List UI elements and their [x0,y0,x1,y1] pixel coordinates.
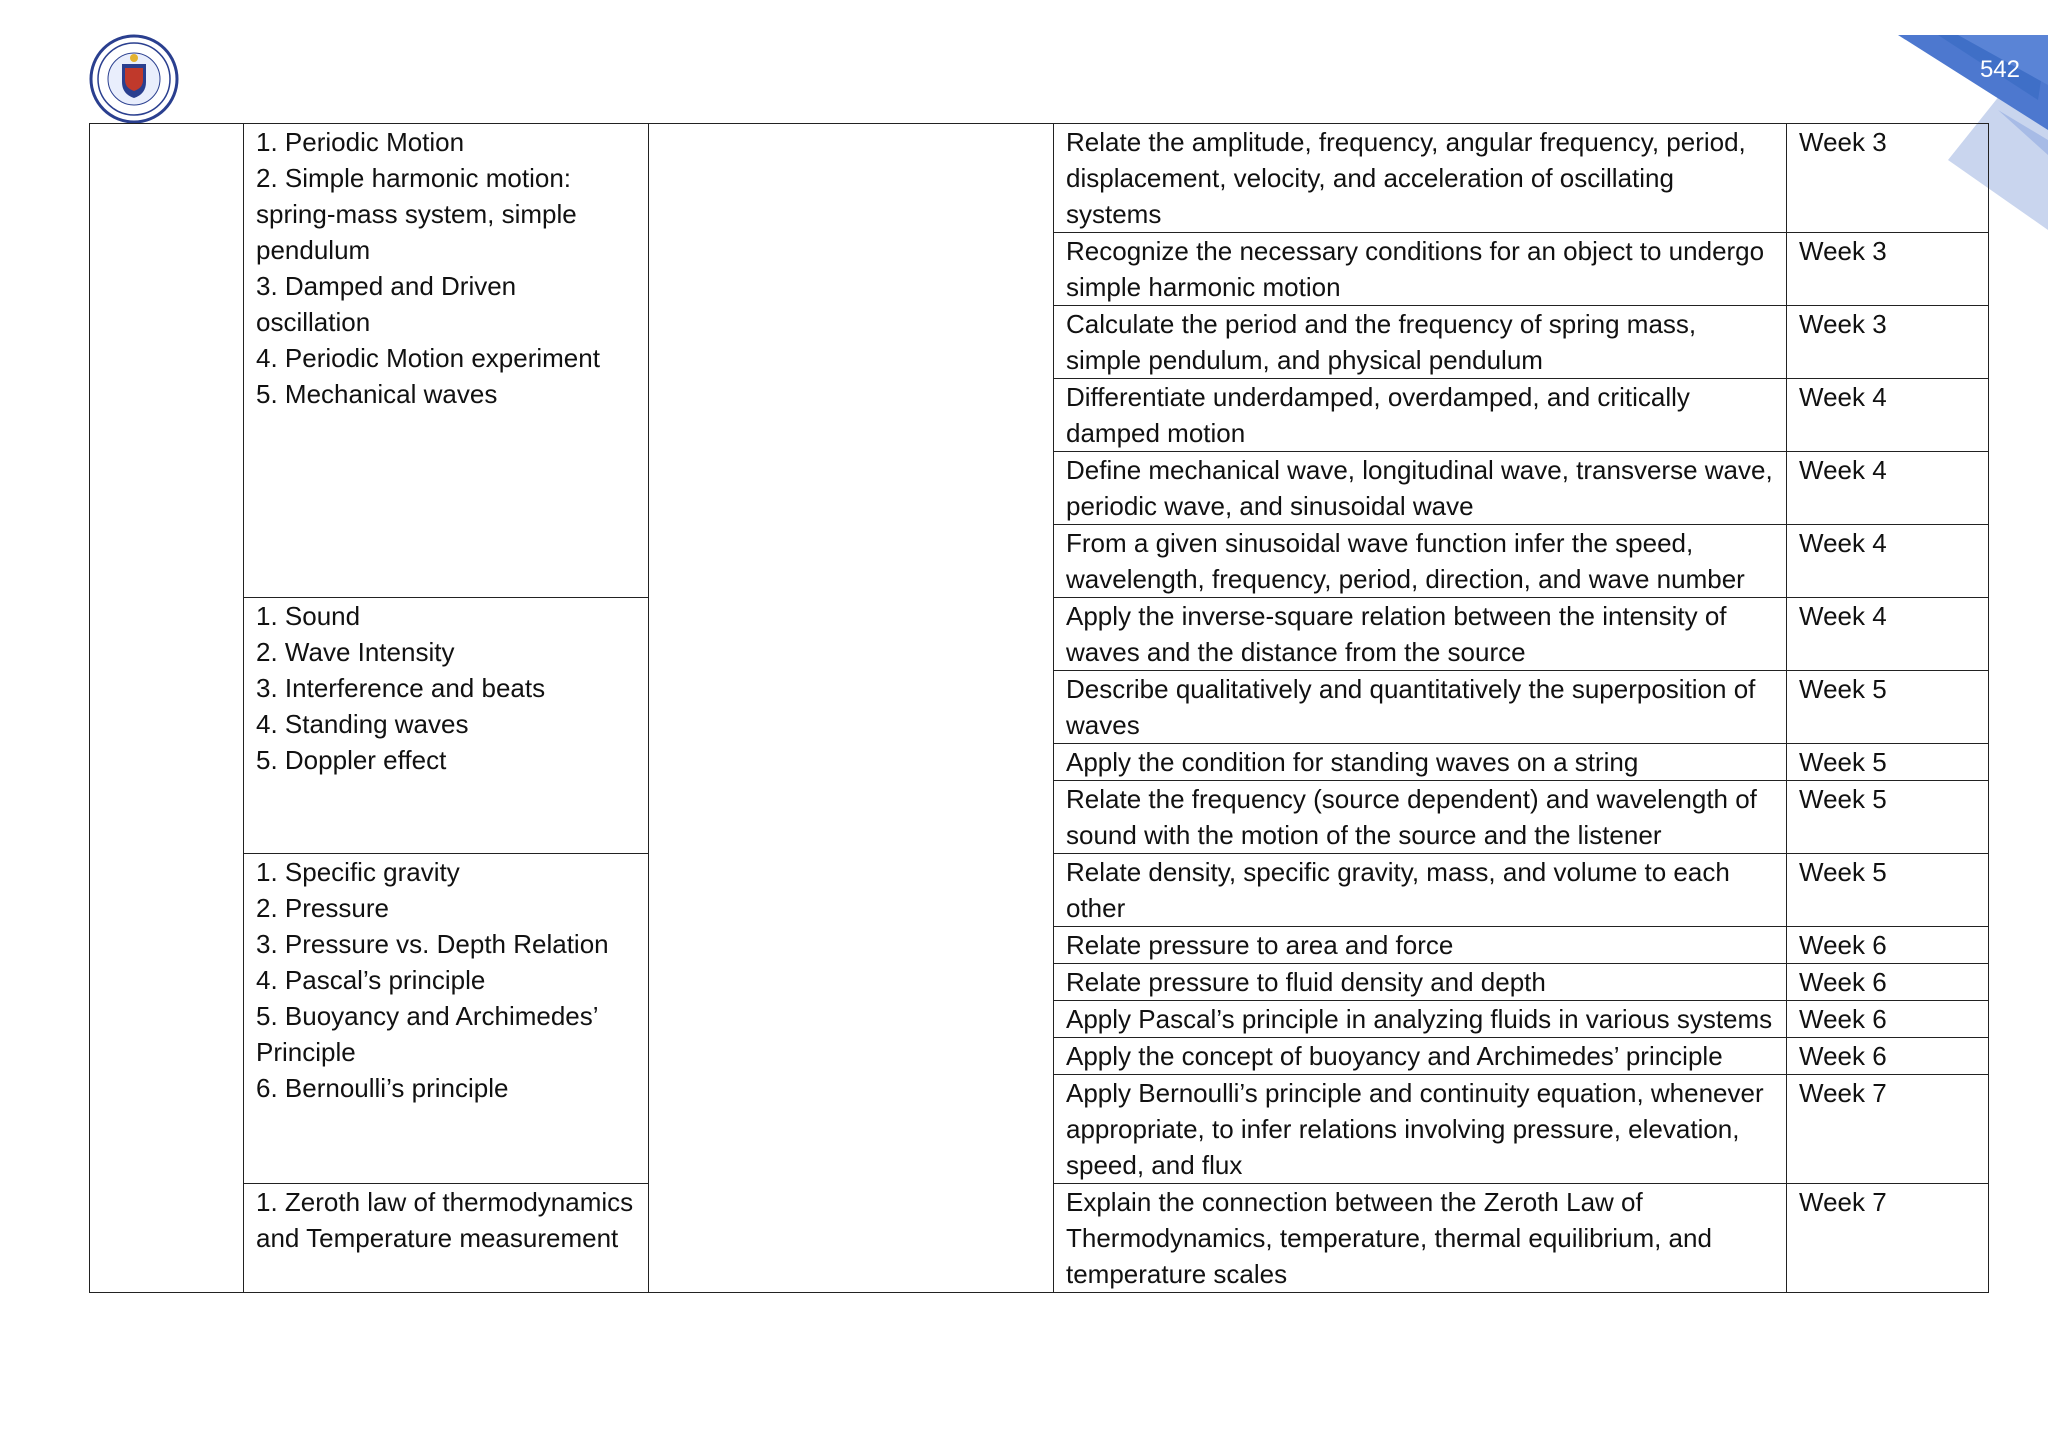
topic-item: 5. Doppler effect [256,745,447,775]
competency-cell: Apply Bernoulli’s principle and continuity equation, whenever appropriate, to infer relations involving pressure, elevation, speed, and flux [1054,1075,1787,1184]
competency-cell: Define mechanical wave, longitudinal wave, transverse wave, periodic wave, and sinusoidal wave [1054,452,1787,525]
competency-cell: Relate pressure to area and force [1054,927,1787,964]
week-cell: Week 4 [1787,598,1989,671]
topic-item: 4. Periodic Motion experiment [256,343,600,373]
competency-cell: Apply the condition for standing waves on a string [1054,744,1787,781]
topic-item: 4. Pascal’s principle [256,965,486,995]
competency-cell: Relate density, specific gravity, mass, and volume to each other [1054,854,1787,927]
week-cell: Week 4 [1787,525,1989,598]
competency-cell: Explain the connection between the Zeroth Law of Thermodynamics, temperature, thermal equilibrium, and temperature scales [1054,1184,1787,1293]
topic-item: 5. Buoyancy and Archimedes’ Principle [256,1001,598,1067]
topic-item: 1. Sound [256,601,361,631]
topic-item: 3. Pressure vs. Depth Relation [256,929,609,959]
week-cell: Week 6 [1787,1038,1989,1075]
competency-cell: Calculate the period and the frequency of spring mass, simple pendulum, and physical pendulum [1054,306,1787,379]
topic-item: 5. Mechanical waves [256,379,498,409]
topics-cell [244,124,649,598]
week-cell: Week 3 [1787,233,1989,306]
week-cell: Week 4 [1787,379,1989,452]
topic-item: 2. Wave Intensity [256,637,455,667]
topic-item: 2. Pressure [256,893,389,923]
page-number: 542 [1979,56,2020,83]
topic-item: 3. Interference and beats [256,673,546,703]
topics-cell [244,598,649,854]
competency-cell: Relate the amplitude, frequency, angular frequency, period, displacement, velocity, and acceleration of oscillating systems [1054,124,1787,233]
competency-cell: Relate pressure to fluid density and depth [1054,964,1787,1001]
topic-item: 1. Zeroth law of thermodynamics and Temperature measurement [256,1187,634,1253]
topics-cell [244,854,649,1184]
competency-cell: Relate the frequency (source dependent) and wavelength of sound with the motion of the source and the listener [1054,781,1787,854]
competency-cell: Apply the inverse-square relation between the intensity of waves and the distance from the source [1054,598,1787,671]
blank-column-cell [649,124,1054,1293]
competency-cell: Apply Pascal’s principle in analyzing fluids in various systems [1054,1001,1787,1038]
competency-cell: Describe qualitatively and quantitatively the superposition of waves [1054,671,1787,744]
week-cell: Week 6 [1787,964,1989,1001]
week-cell: Week 6 [1787,927,1989,964]
competency-cell: From a given sinusoidal wave function infer the speed, wavelength, frequency, period, direction, and wave number [1054,525,1787,598]
week-cell: Week 5 [1787,854,1989,927]
week-cell: Week 5 [1787,744,1989,781]
deped-seal-icon [89,34,179,124]
week-cell: Week 5 [1787,671,1989,744]
week-cell: Week 4 [1787,452,1989,525]
competency-cell: Apply the concept of buoyancy and Archimedes’ principle [1054,1038,1787,1075]
blank-column-cell [90,124,244,1293]
topic-item: 1. Specific gravity [256,857,460,887]
table-row [90,124,1989,233]
topic-item: 1. Periodic Motion [256,127,465,157]
topic-item: 6. Bernoulli’s principle [256,1073,509,1103]
week-cell: Week 6 [1787,1001,1989,1038]
curriculum-table [89,123,1989,1293]
topic-item: 4. Standing waves [256,709,469,739]
competency-cell: Recognize the necessary conditions for an object to undergo simple harmonic motion [1054,233,1787,306]
week-cell: Week 3 [1787,124,1989,233]
week-cell: Week 5 [1787,781,1989,854]
topics-cell [244,1184,649,1293]
week-cell: Week 7 [1787,1075,1989,1184]
topic-item: 3. Damped and Driven oscillation [256,271,517,337]
week-cell: Week 7 [1787,1184,1989,1293]
topic-item: 2. Simple harmonic motion: spring-mass system, simple pendulum [256,163,577,265]
week-cell: Week 3 [1787,306,1989,379]
competency-cell: Differentiate underdamped, overdamped, and critically damped motion [1054,379,1787,452]
